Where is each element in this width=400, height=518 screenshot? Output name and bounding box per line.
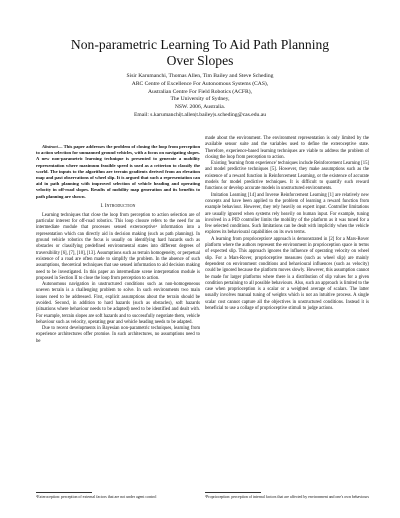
intro-paragraph-2: Autonomous navigation in unstructured conditions such as non-homogeneous uneven terrain is a challenging problem to solve. In such environments two main issues need to be addressed. First, explicit assumptions about the terrain should be avoided. Second, in addition to hard hazards (such as obstacles), soft hazards (situations where behaviour needs to be adapted) need to be identified and dealt with. For example, terrain slopes are soft hazards and to successfully negotiate them, vehicle behaviour such as velocity, operating gear and vehicle heading needs to be adapted. xyxy=(36,282,200,325)
footnote-left xyxy=(36,492,200,500)
abstract xyxy=(36,144,200,200)
author-email: Email: s.karumanchi|t.allen|t.bailey|s.scheding@cas.edu.au xyxy=(134,111,266,118)
footnote-divider xyxy=(205,492,261,493)
intro-paragraph-6: A learning from proprioception² approach is demonstrated in [2] for a Mars-Rover platform where the authors represent the environment in proprioception space in terms of expected slip. This approach ignores the influence of operating velocity on wheel slip. For a Mars-Rover, proprioceptive measures (such as wheel slip) are mainly dependent on environment conditions and behavioural influences (such as velocity) could be ignored because the platform moves slowly. However, this assumption cannot be made for larger platforms where there is a distribution of slip values for a given condition pertaining to all possible behaviours. Also, such an approach is limited to the case when proprioception is a scalar or a weighted average of scalars. The latter usually involves manual tuning of weights which is not an intuitive process. A single scalar cost cannot capture all the objectives in unstructured conditions. Instead it is beneficial to use a collage of proprioceptive stimuli to judge actions. xyxy=(205,236,369,312)
author-block xyxy=(0,73,400,120)
footnote-proprioception: ²Proprioception: perception of internal factors that are affected by environment and one's own behaviours xyxy=(205,495,369,499)
left-column xyxy=(36,144,200,345)
affiliation-line-2: Australian Centre For Field Robotics (ACFR), xyxy=(147,88,253,95)
section-heading-introduction: I. Introduction xyxy=(100,203,136,209)
intro-paragraph-1: Learning techniques that close the loop from perception to action selection are of particular interest for off-road robotics. This loop closure refers to the need for an intermediate module that processes sensed exteroceptive¹ information into a representation which can directly aid in decision making (such as path planning). In ground vehicle robotics the focus is usually on identifying hard hazards such as obstacles or classifying predefined environmental states into different degrees of traversibility [6], [7], [10], [13]. Assumptions such as terrain homogeneity, or perpetual existence of a road are often made to simplify the problem. In the absence of such assumptions, theoretical techniques that use sensed information to aid decision making need to be investigated. In this paper an intermediate scene interpretation module is proposed in Section II to close the loop from perception to action. xyxy=(36,212,200,281)
abstract-text: — This paper addresses the problem of closing the loop from perception to action selection for unmanned ground vehicles, with a focus on navigating slopes. A new non-parametric learning technique is presented to generate a mobility representation where maximum feasible speed is used as a criterion to classify the world. The inputs to the algorithm are terrain gradients derived from an elevation map and past observations of wheel slip. It is argued that such a representation can aid in path planning with improved selection of vehicle heading and operating velocity in off-road slopes. Results of mobility map generation and its benefits to path planning are shown. xyxy=(36,144,200,199)
title-line-1: Non-parametric Learning To Aid Path Planning xyxy=(70,37,330,52)
right-column xyxy=(205,136,369,312)
footnote-divider xyxy=(36,492,92,493)
paper-title xyxy=(0,37,400,69)
author-names: Sisir Karumanchi, Thomas Allen, Tim Bailey and Steve Scheding xyxy=(126,73,274,79)
intro-paragraph-3: Due to recent developments in Bayesian non-parametric techniques, learning from experience architectures offer promise. In such architectures, no assumptions need to be xyxy=(36,326,200,344)
footnote-right xyxy=(205,492,369,500)
title-line-2: Over Slopes xyxy=(166,53,234,68)
abstract-label: Abstract xyxy=(42,144,58,149)
intro-paragraph-5: Imitation Learning [14] and Inverse Reinforcement Learning [1] are relatively new concepts and have been applied to the problem of learning a reward function from example behaviour. However, they rely heavily on expert input. Controller limitations are usually ignored when systems rely heavily on human input. For example, tuning involved in a PID controller limits the mobility of the platform as it was tuned for a few selected conditions. Such limitations can be dealt with implicitly when the vehicle explores its behavioural capabilities on its own terms. xyxy=(205,192,369,236)
affiliation-line-4: NSW. 2006, Australia. xyxy=(174,104,226,111)
footnote-exteroception: ¹Exteroception: perception of external factors that are not under agent control xyxy=(36,495,157,499)
intro-paragraph-4: Existing 'learning from experience' techniques include Reinforcement Learning [15] and model predictive techniques [5]. However, they make assumptions such as the existence of a reward function in Reinforcement Learning, or the existence of accurate models for model predictive techniques. It is difficult to quantify such reward functions or develop accurate models in unstructured environments. xyxy=(205,161,369,192)
intro-paragraph-3-continued: made about the environment. The environment representation is only limited by the available sensor suite and the variables used to define the exteroceptive state. Therefore, experience-based learning techniques are viable to address the problem of closing the loop from perception to action. xyxy=(205,136,369,160)
affiliation-line-1: ARC Centre of Excellence For Autonomous Systems (CAS), xyxy=(131,80,269,87)
affiliation-line-3: The University of Sydney, xyxy=(170,96,230,103)
